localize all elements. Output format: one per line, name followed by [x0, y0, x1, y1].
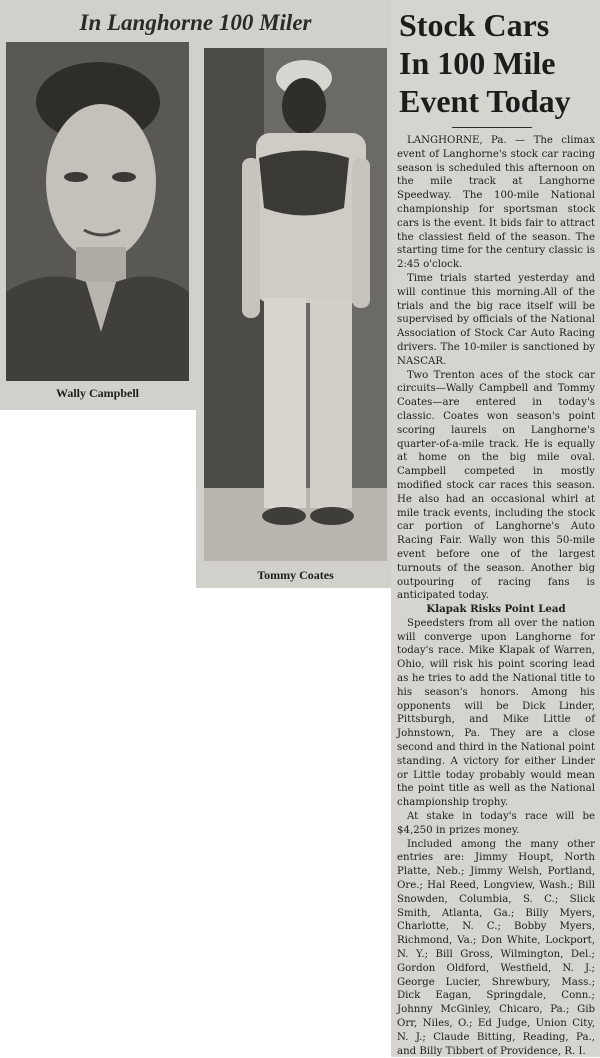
headline-line: Event Today	[399, 83, 571, 119]
portrait-photo-tommy-coates	[204, 48, 387, 561]
article-paragraph: At stake in today's race will be $4,250 in prizes money.	[397, 811, 595, 836]
article-headline	[399, 6, 595, 120]
portrait-photo-wally-campbell	[6, 42, 189, 381]
photo-caption-wally-campbell: Wally Campbell	[55, 386, 139, 400]
photo-overline: In Langhorne 100 Miler	[79, 10, 312, 35]
article-subhead: Klapak Risks Point Lead	[426, 603, 566, 616]
portrait-photo-image	[6, 42, 189, 381]
photo-caption-tommy-coates: Tommy Coates	[257, 568, 334, 582]
article-body	[397, 134, 595, 1058]
headline-line: In 100 Mile	[399, 45, 556, 81]
article-paragraph: LANGHORNE, Pa. — The climax event of Langhorne's stock car racing season is scheduled this afternoon on the mile track at Langhorne Speedway. The 100-mile National championship for sportsman stock cars is the event. It bids fair to attract the classiest field of the season. The starting time for the century classic is 2:45 o'clock.	[397, 135, 595, 271]
article-paragraph: Included among the many other entries are: Jimmy Houpt, North Platte, Neb.; Jimmy Welsh, Portland, Ore.; Hal Reed, Longview, Wash.; Bill Snowden, Columbia, S. C.; Slick Smith, Atlanta, Ga.; Billy Myers, Charlotte, N. C.; Bobby Myers, Richmond, Va.; Don White, Lockport, N. Y.; Bill Gross, Wilmington, Del.; Gordon Oldford, Westfield, N. J.; George Lucier, Shrewbury, Mass.; Dick Eagan, Springdale, Conn.; Johnny McGinley, Chicaro, Pa.; Gib Orr, Niles, O.; Ed Judge, Union City, N. J.; Claude Bitting, Reading, Pa., and Billy Tibbert of Providence, R. I.	[397, 838, 595, 1057]
portrait-photo-image	[204, 48, 387, 561]
headline-line: Stock Cars	[399, 7, 550, 43]
article-paragraph: Speedsters from all over the nation will converge upon Langhorne for today's race. Mike Klapak of Warren, Ohio, will risk his point scoring lead as he tries to add the National title to his season's honors. Among his opponents will be Dick Linder, Pittsburgh, and Mike Little of Johnstown, Pa. They are a close second and third in the National point standing. A victory for either Linder or Little today probably would mean the point title as well as the National championship trophy.	[397, 617, 595, 809]
headline-divider	[452, 127, 532, 128]
article-paragraph: Time trials started yesterday and will continue this morning.All of the trials and the big race itself will be supervised by officials of the National Association of Stock Car Auto Racing drivers. The 10-miler is sanctioned by NASCAR.	[397, 272, 595, 367]
article-paragraph: Two Trenton aces of the stock car circuits—Wally Campbell and Tommy Coates—are entered in today's classic. Coates won season's point scoring laurels on Langhorne's quarter-of-a-mile track. He is equally at home on the big mile oval. Campbell competed in mostly modified stock car races this season. He also had an occasional whirl at mile track events, including the stock car portion of Langhorne's Auto Racing Fair. Wally won this 50-mile event before one of the largest turnouts of the season. Another big outpouring of racing fans is anticipated today.	[397, 369, 595, 602]
